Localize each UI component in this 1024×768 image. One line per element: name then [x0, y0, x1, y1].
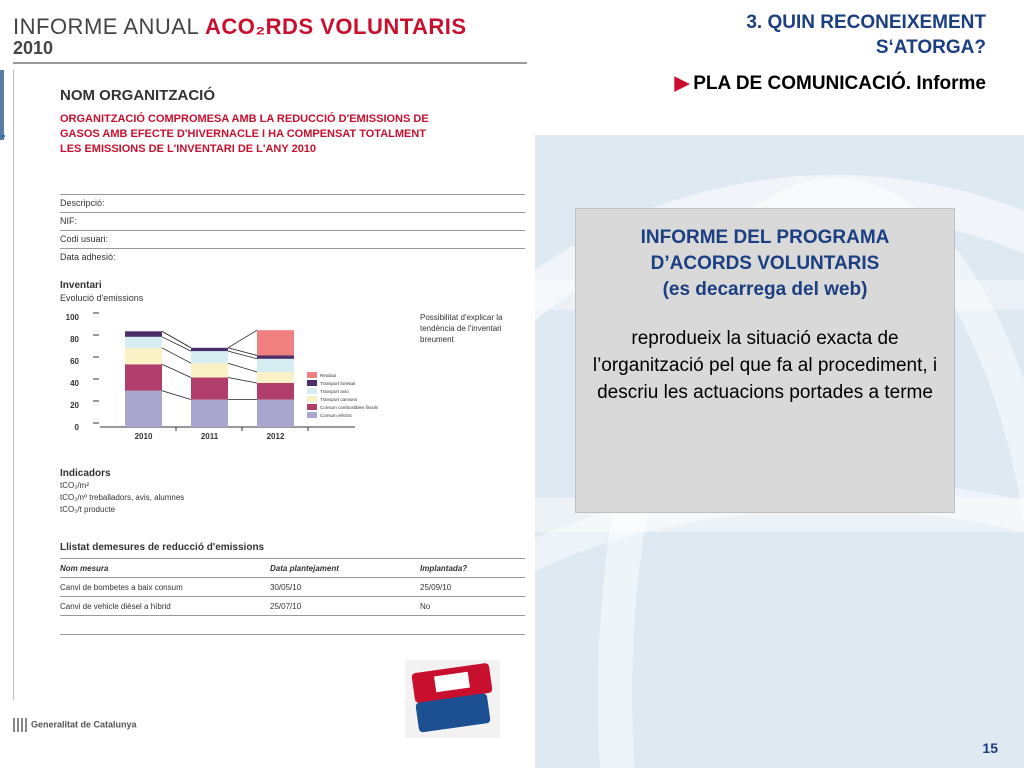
x-tick-label: 2010 [134, 432, 153, 441]
legend-swatch [307, 404, 317, 410]
info-box-title-2: D’ACORDS VOLUNTARIS [650, 253, 880, 274]
legend-label: Transport forestal [320, 381, 356, 386]
y-tick-label: 0 [74, 423, 79, 432]
slide-subheading-text: PLA DE COMUNICACIÓ. Informe [693, 73, 986, 94]
indicators-section [60, 468, 184, 516]
indicator-item: tCO₂/nº treballadors, avis, alumnes [60, 493, 185, 502]
indicator-item: tCO₂/m² [60, 481, 89, 490]
measures-table [60, 558, 525, 653]
x-tick-label: 2012 [266, 432, 285, 441]
connector-line [162, 331, 191, 348]
table-header-cell: Data plantejament [270, 563, 339, 573]
bar-segment [257, 359, 294, 372]
inventory-subtitle: Evolució d'emissions [60, 293, 144, 303]
bar-segment [125, 364, 162, 390]
connector-line [162, 364, 191, 377]
connector-line [162, 348, 191, 363]
legend-swatch [307, 396, 317, 402]
bar-segment [125, 391, 162, 427]
info-box [575, 208, 955, 513]
bar-segment [191, 363, 228, 377]
connector-line [228, 363, 257, 372]
bar-segment [257, 400, 294, 428]
slide-subheading [675, 72, 986, 95]
table-header-cell: Implantada? [420, 563, 468, 573]
generalitat-logo-icon [13, 718, 27, 732]
table-header-row [60, 558, 525, 577]
bar-segment [191, 378, 228, 400]
table-header-cell: Nom mesura [60, 563, 109, 573]
connector-line [228, 351, 257, 359]
y-tick-label: 40 [70, 379, 79, 388]
emissions-chart [55, 305, 415, 455]
field-join-date: Data adhesió: [60, 248, 525, 266]
bar-segment [257, 372, 294, 383]
table-row [60, 615, 525, 634]
table-row [60, 596, 525, 615]
bar-segment [191, 351, 228, 363]
bar-segment [125, 348, 162, 365]
legend-label: Consum combustibles fòssils [320, 405, 379, 410]
table-cell: 25/07/10 [270, 601, 302, 611]
slide-heading-line2: S‘ATORGA? [875, 37, 986, 58]
bar-segment [257, 330, 294, 355]
legend-label: Residus [320, 373, 337, 378]
field-nif: NIF: [60, 212, 525, 230]
table-cell: No [420, 601, 431, 611]
legend-swatch [307, 412, 317, 418]
generalitat-logo-text: Generalitat de Catalunya [31, 719, 137, 730]
field-user-code: Codi usuari: [60, 230, 525, 248]
y-tick-label: 100 [65, 313, 79, 322]
bar-segment [257, 356, 294, 359]
page-number: 15 [982, 740, 998, 756]
y-tick-label: 80 [70, 335, 79, 344]
bar-segment [257, 383, 294, 400]
connector-line [228, 348, 257, 356]
field-description: Descripció: [60, 194, 525, 212]
report-brand: ACO₂RDS VOLUNTARIS [205, 14, 467, 39]
report-year: 2010 [13, 38, 54, 58]
table-row [60, 577, 525, 596]
y-tick-label: 20 [70, 401, 79, 410]
inventory-note: Possibilitat d'explicar la tendència de l'inventari breument [420, 313, 503, 344]
bar-segment [125, 337, 162, 348]
table-cell: Canvi de bombetes a baix consum [60, 582, 183, 592]
triangle-bullet-icon: ▶ [674, 73, 690, 94]
report-title [13, 14, 467, 40]
indicator-item: tCO₂/t producte [60, 505, 116, 514]
x-tick-label: 2011 [200, 432, 219, 441]
sumant-esforcos-stamp [405, 660, 500, 738]
title-rule [13, 62, 527, 64]
connector-line [228, 378, 257, 384]
left-accent-bar [0, 70, 4, 140]
bar-segment [125, 331, 162, 337]
bar-segment [191, 400, 228, 428]
table-cell: 30/05/10 [270, 582, 302, 592]
connector-line [162, 337, 191, 351]
slide-heading [746, 10, 986, 60]
report-title-prefix: INFORME ANUAL [13, 14, 205, 39]
connector-line [228, 330, 257, 348]
legend-swatch [307, 388, 317, 394]
info-box-body: reprodueix la situació exacta de l’organització pel que fa al procediment, i descriu les actuacions portades a terme [592, 328, 938, 403]
org-name: NOM ORGANITZACIÓ [60, 87, 215, 104]
generalitat-logo [13, 718, 137, 732]
info-box-title-1: INFORME DEL PROGRAMA [640, 227, 890, 248]
connector-line [162, 391, 191, 400]
legend-swatch [307, 380, 317, 386]
legend-label: Consum elèctric [320, 413, 353, 418]
report-document [5, 0, 535, 740]
legend-label: Transport camions [320, 397, 358, 402]
bar-segment [191, 348, 228, 351]
info-box-title-3: (es decarrega del web) [662, 279, 868, 300]
table-cell: 25/09/10 [420, 582, 452, 592]
org-statement: ORGANITZACIÓ COMPROMESA AMB LA REDUCCIÓ D'EMISSIONS DE GASOS AMB EFECTE D'HIVERNACLE I HA COMPENSAT TOTALMENT LES EMISSIONS DE L'INVENTARI DE L'ANY 2010 [60, 113, 429, 155]
table-cell: Canvi de vehicle dièsel a híbrid [60, 601, 171, 611]
slide-heading-line1: 3. QUIN RECONEIXEMENT [746, 12, 986, 33]
y-tick-label: 60 [70, 357, 79, 366]
indicators-title: Indicadors [60, 468, 111, 479]
inventory-title: Inventari [60, 280, 102, 291]
table-row [60, 634, 525, 653]
legend-label: Transport avió [320, 389, 349, 394]
measures-title: Llistat demesures de reducció d'emissions [60, 542, 265, 553]
legend-swatch [307, 372, 317, 378]
